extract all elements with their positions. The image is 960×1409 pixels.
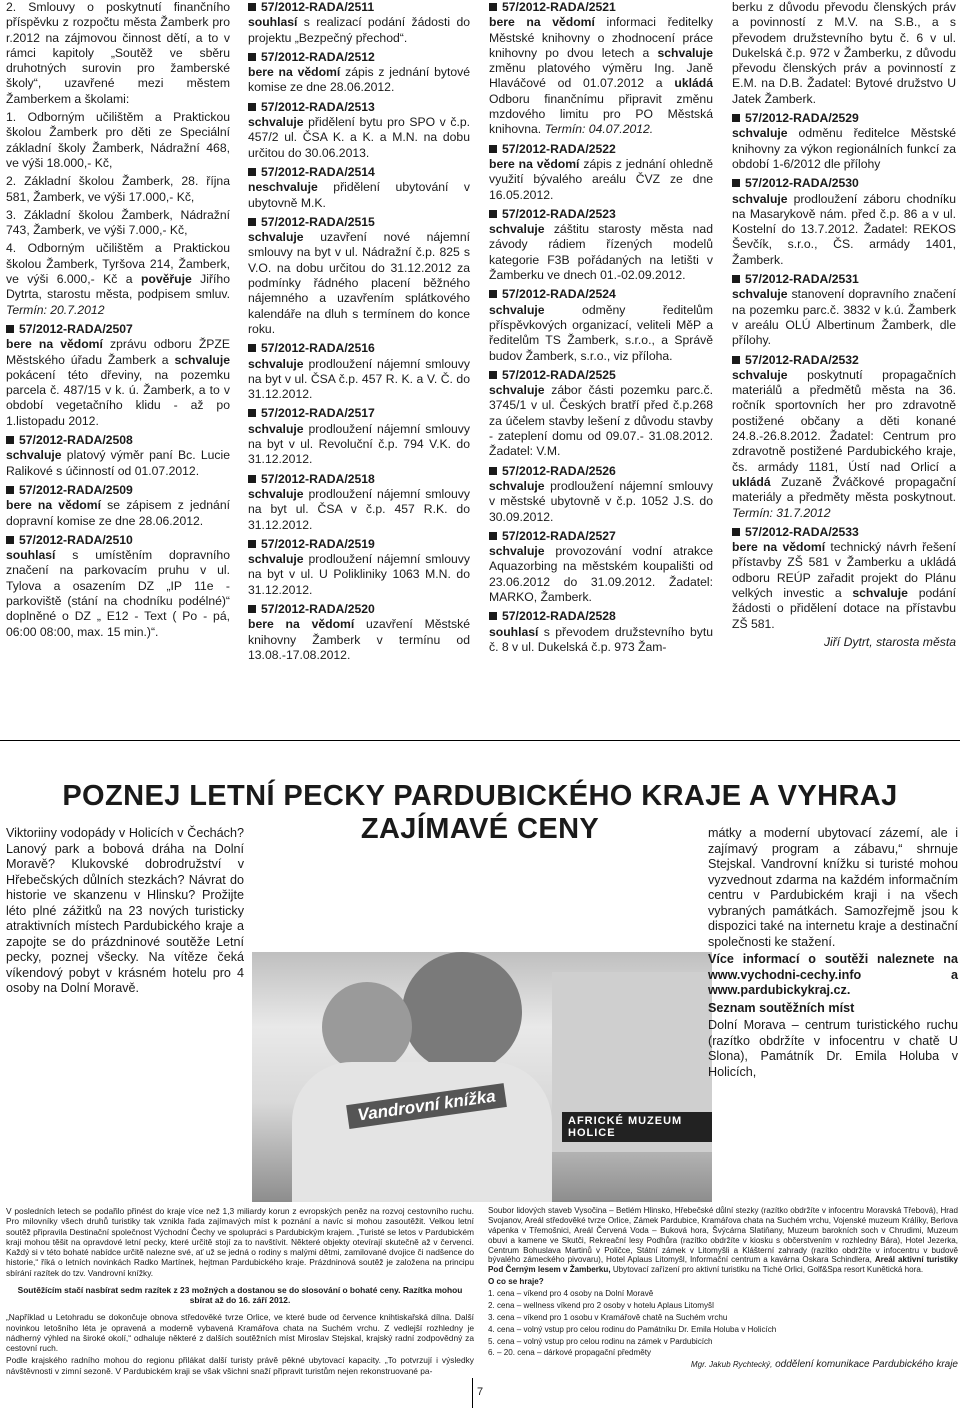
bullet-square-icon	[6, 325, 14, 333]
column-2	[248, 0, 470, 666]
article-title: POZNEJ LETNÍ PECKY PARDUBICKÉHO KRAJE A VYHRAJ ZAJÍMAVÉ CENY	[62, 780, 898, 845]
resolution-heading: 57/2012-RADA/2532	[732, 353, 956, 368]
article-lower-left	[6, 1206, 474, 1378]
bullet-square-icon	[6, 436, 14, 444]
resolution-heading: 57/2012-RADA/2519	[248, 537, 470, 552]
resolution-heading: 57/2012-RADA/2507	[6, 322, 230, 337]
resolution-text: schvaluje odměny ředitelům příspěvkových organizací, veliteli MěP a ředitelům TS Žamberk, s.r.o., a Správě budov Žamberk, s.r.o., viz příloha.	[489, 302, 713, 363]
resolution-text: bere na vědomí se zápisem z jednání dopravní komise ze dne 28.06.2012.	[6, 498, 230, 528]
bullet-square-icon	[489, 210, 497, 218]
resolution-text: bere na vědomí zápis z jednání ohledně využití bývalého areálu ČVZ ze dne 16.05.2012.	[489, 156, 713, 202]
bullet-square-icon	[248, 218, 256, 226]
resolution-text: schvaluje uzavření nové nájemní smlouvy na byt v ul. Nádražní č.p. 825 s V.O. na dobu určitou do 31.12.2012 za podmínky řádného placení běžného nájemného a uzavřením splátkového kalendáře na dluh s termínem do konce roku.	[248, 230, 470, 336]
resolution-text: bere na vědomí uzavření Městské knihovny Žamberk v termínu od 13.08.-17.08.2012.	[248, 617, 470, 662]
bullet-square-icon	[248, 344, 256, 352]
photo-badge: Vandrovní knížka	[346, 1083, 507, 1129]
bullet-square-icon	[248, 409, 256, 417]
resolution-heading: 57/2012-RADA/2531	[732, 272, 956, 287]
resolution-heading: 57/2012-RADA/2511	[248, 0, 470, 15]
section-heading: Seznam soutěžních míst	[708, 1000, 855, 1015]
bullet-square-icon	[489, 145, 497, 153]
author: Mgr. Jakub Rychtecký, oddělení komunikace Pardubického kraje	[690, 1359, 958, 1371]
prize-item: 1. cena – víkend pro 4 osoby na Dolní Moravě	[488, 1289, 654, 1298]
paragraph: „Například u Letohradu se dokončuje obnova středověké tvrze Orlice, ve které bude od července knihtiskařská dílna. Další novinkou letošního léta je opravená a moderně vybavená Kramářova chata na Suchém vrchu. Z vedlejší rozhledny je nádherný výhled na široké okolí,“ odhaluje některé z dalších soutěžních míst Miroslav Stejskal, krajský radní zodpovědný za cestovní ruch.	[6, 1312, 474, 1353]
list-item: 3. Základní školou Žamberk, Nádražní 743, Žamberk, ve výši 7.000,- Kč,	[6, 207, 230, 238]
resolution-heading: 57/2012-RADA/2533	[732, 525, 956, 540]
photo-sign: AFRICKÉ MUZEUM HOLICE	[562, 1112, 712, 1142]
bullet-square-icon	[732, 114, 740, 122]
resolution-text: schvaluje prodloužení nájemní smlouvy na byt v ul. ČSA č.p. 457 R. K. a V. Č. do 31.12.2012.	[248, 356, 470, 402]
paragraph: Soubor lidových staveb Vysočina – Betlém Hlinsko, Hřebečské důlní stezky (razítko obdržíte v infocentru Moravská Třebová), Hrad Svojanov, Areál středověké tvrze Orlice, Zámek Pardubice, Kramářova chata na Suchém vrchu, Vojenské muzeum Králíky, Berlova vápenka v Třemošnici, Areál Červená Voda – Buková hora, Švýcárna Slatiňany, Muzeum barokních soch v Chrudimi, Muzeum obuvi a kamene ve Skutči, Rekreační lesy Podhůra (razítko obdržíte v kiosku s občerstvením v rozhledny Bára), Hotel Jezerka, Centrum Bohuslava Martinů v Poličce, Státní zámek v Litomyšli a Klášterní zahrady (razítko obdržíte v infocentru v budově bývalého zámeckého pivovaru), Hotel Aplaus Litomyšl, Informační centrum a kavárna Oskara Schindlera, Areál aktivní turistiky Pod Černým lesem v Žamberku, Ubytovací zařízení pro aktivní turistiku na Tiché Orlici, Golf&Spa resort Kunětická hora.	[488, 1206, 959, 1275]
resolution-heading: 57/2012-RADA/2518	[248, 472, 470, 487]
bullet-square-icon	[248, 540, 256, 548]
resolution-heading: 57/2012-RADA/2520	[248, 602, 470, 617]
resolution-heading: 57/2012-RADA/2508	[6, 433, 230, 448]
resolution-text: bere na vědomí technický návrh řešení přístavby ZŠ 581 v Žamberku a ukládá odboru REÚP zařadit projekt do Plánu velkých investic a schvaluje podání žádosti o přidělení dotace na přístavbu ZŠ 581.	[732, 540, 956, 631]
bullet-square-icon	[732, 275, 740, 283]
resolution-text: souhlasí s umístěním dopravního značení na parkovacím pruhu v ul. Tylova a osazením DZ „IP 11e - parkoviště (stání na chodníku podélné)“ doplněné o DZ „ E12 - Text ( Po - pá, 06:00 08:00, max. 15 min.)“.	[6, 548, 230, 639]
resolution-text: schvaluje prodloužení nájemní smlouvy na byt ul. ČSA v č.p. 457 R.K. do 31.12.2012.	[248, 486, 470, 532]
resolution-heading: 57/2012-RADA/2525	[489, 368, 713, 383]
bullet-square-icon	[489, 532, 497, 540]
resolution-heading: 57/2012-RADA/2517	[248, 406, 470, 421]
bullet-square-icon	[6, 486, 14, 494]
section-heading: O co se hraje?	[488, 1277, 544, 1287]
bullet-square-icon	[248, 605, 256, 613]
signature: Jiří Dytrt, starosta města	[823, 634, 956, 649]
keyword: pověřuje	[140, 272, 192, 287]
column-4	[732, 0, 956, 653]
resolution-text: bere na vědomí zprávu odboru ŽPZE Městského úřadu Žamberk a schvaluje pokácení této dřeviny, na pozemku parcela č. 487/15 v k. ú. Žamberk, a to v období vegetačního klidu - až po 1.listopadu 2012.	[6, 337, 230, 428]
resolution-text: schvaluje prodloužení nájemní smlouvy na byt v ul. Revoluční č.p. 794 V.K. do 31.12.2012.	[248, 421, 470, 467]
article-lower-right	[488, 1206, 958, 1372]
resolution-text: schvaluje záštitu starosty města nad závody rádiem řízených modelů kategorie F3B pořádaných na letišti v Žamberku ve dnech 01.-02.09.2012.	[489, 222, 713, 283]
resolution-text: bere na vědomí informaci ředitelky Městské knihovny o zhodnocení práce knihovny po dvou letech a schvaluje změnu platového výměru Ing. Janě Hlaváčové od 01.07.2012 a ukládá Odboru finančnímu připravit změnu mzdového limitu pro PO Městská knihovna. Termín: 04.07.2012.	[489, 15, 713, 137]
photo-figure	[292, 1062, 552, 1202]
prize-item: 6. – 20. cena – dárkové propagační předměty	[488, 1348, 652, 1358]
resolution-heading: 57/2012-RADA/2523	[489, 207, 713, 222]
bullet-square-icon	[248, 168, 256, 176]
resolution-text: schvaluje přidělení bytu pro SPO v č.p. 457/2 ul. ČSA K. a K. a M.N. na dobu určitou do 30.06.2013.	[248, 115, 470, 160]
section-divider	[0, 740, 960, 741]
paragraph: V posledních letech se podařilo přinést do kraje více než 1,3 miliardy korun z evropských peněz na rozvoj cestovního ruchu. Pro milovníky všech druhů turistiky tak vznikla řada zajímavých míst k poznání a navíc si mohou zasoutěžit. Velkou letní soutěž připravila Destinační společnost Východní Čechy ve spolupráci s Pardubickým krajem. „Turisté se letos v Pardubickém kraji mohou těšit na opravdové letní pecky, které určitě stojí za to navštívit. Některé objekty otevírají skutečně až v červenci. Každý si v této bohaté nabídce určitě nalezne své, ať už se jedná o rodiny s malými dětmi, zamilované dvojice či nadšence do historie,“ říká o letních novinkách Radko Martínek, hejtman Pardubického kraje. Prázdninová soutěž je založena na principu sbírání razítek do tzv. Vandrovní knížky.	[6, 1206, 474, 1278]
article-left-column	[6, 826, 244, 999]
resolution-text: schvaluje poskytnutí propagačních materiálů a předmětů města na 36. ročník sportovních her pro zdravotně postižené občany a děti konané 24.8.-26.8.2012. Žadatel: Centrum pro zdravotně postižené Pardubického kraje, čs. armády 1181, Ústí nad Orlicí a ukládá Zuzaně Žváčkové propagační materiály a předměty města poskytnout. Termín: 31.7.2012	[732, 367, 956, 520]
resolution-heading: 57/2012-RADA/2522	[489, 142, 713, 157]
resolution-heading: 57/2012-RADA/2509	[6, 483, 230, 498]
photo-figure	[322, 982, 412, 1072]
list-item	[6, 241, 230, 317]
resolution-heading: 57/2012-RADA/2527	[489, 529, 713, 544]
resolution-heading: 57/2012-RADA/2529	[732, 111, 956, 126]
resolution-text: schvaluje platový výměr paní Bc. Lucie Ralikové s účinností od 01.07.2012.	[6, 448, 230, 478]
resolution-heading: 57/2012-RADA/2526	[489, 464, 713, 479]
resolution-heading: 57/2012-RADA/2512	[248, 50, 470, 65]
paragraph: 2. Smlouvy o poskytnutí finančního příspěvku z rozpočtu města Žamberk pro r.2012 na zájmovou činnost dětí, a to v rámci kapitoly „Soutěž ve sběru druhotných surovin pro žamberské školy“, uzavřené mezi městem Žamberkem a školami:	[6, 0, 230, 106]
bullet-square-icon	[489, 3, 497, 11]
text: 4. Odborným učilištěm a Praktickou školou Žamberk, Tyršova 214, Žamberk, ve výši 6.000,- Kč a	[6, 241, 230, 287]
resolution-text: schvaluje zábor části pozemku parc.č. 3745/1 v ul. Českých bratří před č.p.268 za účelem stavby lešení z důvodu stavby - zateplení domu od 09.07.- 31.08.2012. Žadatel: V.M.	[489, 383, 713, 459]
bullet-square-icon	[248, 53, 256, 61]
resolution-text: souhlasí s převodem družstevního bytu č. 8 v ul. Dukelská č.p. 973 Žam-	[489, 624, 713, 654]
bullet-square-icon	[248, 475, 256, 483]
list-item: 1. Odborným učilištěm a Praktickou školou Žamberk pro děti ze Speciální základní školy Žamberk, Nádražní 468, ve výši 18.000,- Kč,	[6, 110, 230, 170]
bullet-square-icon	[489, 290, 497, 298]
prize-item: 5. cena – volný vstup pro celou rodinu na zámek v Pardubicích	[488, 1336, 713, 1346]
resolution-text: neschvaluje přidělení ubytování v ubytovně M.K.	[248, 180, 470, 210]
resolution-heading: 57/2012-RADA/2516	[248, 341, 470, 356]
list-item: 2. Základní školou Žamberk, 28. října 581, Žamberk, ve výši 17.000,- Kč,	[6, 174, 230, 204]
prize-item: 2. cena – wellness víkend pro 2 osoby v hotelu Aplaus Litomyšl	[488, 1300, 714, 1310]
prize-item: 4. cena – volný vstup pro celou rodinu do Památníku Dr. Emila Holuba v Holicích	[488, 1324, 777, 1334]
resolution-heading: 57/2012-RADA/2514	[248, 165, 470, 180]
resolution-heading: 57/2012-RADA/2513	[248, 100, 470, 115]
resolution-heading: 57/2012-RADA/2528	[489, 609, 713, 624]
resolution-heading: 57/2012-RADA/2530	[732, 176, 956, 191]
resolution-heading: 57/2012-RADA/2510	[6, 533, 230, 548]
bullet-square-icon	[248, 103, 256, 111]
resolution-text: schvaluje prodloužení záboru chodníku na Masarykově nám. před č.p. 86 a v ul. Kostelní do 13.7.2012. Žadatel: REKOS Ševčík, s.r.o., ČS. armády 1401, Žamberk.	[732, 191, 956, 267]
paragraph: berku z důvodu převodu členských práv a povinností z M.V. na S.B., a s převodem družstevního bytu č. 6 v ul. Dukelská č.p. 972 v Žamberku, z důvodu převodu členských práv a povinností z E.M. na D.B. Žadatel: Bytové družstvo U Jatek Žamberk.	[732, 0, 956, 106]
deadline: Termín: 20.7.2012	[6, 302, 105, 317]
page-number: 7	[476, 1386, 484, 1398]
text: Jiřího Dytrta, starostu města, podpisem smluv.	[6, 272, 230, 302]
bullet-square-icon	[248, 3, 256, 11]
resolution-heading: 57/2012-RADA/2515	[248, 215, 470, 230]
bullet-square-icon	[6, 536, 14, 544]
article-photo	[252, 952, 712, 1202]
resolution-text: schvaluje prodloužení nájemní smlouvy v městské ubytovně v č.p. 1052 J.S. do 30.09.2012.	[489, 478, 713, 524]
resolution-heading: 57/2012-RADA/2524	[489, 287, 713, 302]
bullet-square-icon	[732, 356, 740, 364]
bullet-square-icon	[732, 179, 740, 187]
resolution-heading: 57/2012-RADA/2521	[489, 0, 713, 15]
photo-figure	[402, 952, 522, 1072]
resolution-text: bere na vědomí zápis z jednání bytové komise ze dne 28.06.2012.	[248, 65, 470, 95]
bullet-square-icon	[732, 528, 740, 536]
prize-item: 3. cena – víkend pro 1 osobu v Kramářově chatě na Suchém vrchu	[488, 1312, 728, 1322]
highlight: Soutěžícím stačí nasbírat sedm razítek z 23 možných a dostanou se do slosování o bohaté ceny. Razítka mohou sbírat až do 16. září 2012.	[17, 1284, 463, 1305]
resolution-text: souhlasí s realizací podání žádosti do projektu „Bezpečný přechod“.	[248, 15, 470, 45]
more-info: Více informací o soutěži naleznete na www.vychodni-cechy.info a www.pardubickykraj.cz.	[708, 952, 958, 997]
paragraph: Dolní Morava – centrum turistického ruchu (razítko obdržíte v infocentru v chatě U Slona), Památník Dr. Emila Holuba v Holicích,	[708, 1018, 958, 1079]
bullet-square-icon	[489, 371, 497, 379]
paragraph: Podle krajského radního mohou do regionu přilákat další turisty právě pěkné ubytovací kapacity. „To potvrzují i výsledky návštěvnosti v zimní sezoně. V Pardubickém kraji se však všichni snaží připravit turistům nejen rekonstruované pa-	[6, 1355, 474, 1376]
paragraph: Viktoriiny vodopády v Holicích v Čechách? Lanový park a bobová dráha na Dolní Moravě? Klukovské dobrodružství v Hřebečských důlních stezkách? Návrat do historie ve skanzenu v Hlinsku? Prožijte léto plné zážitků na 23 nových turisticky atraktivních místech Pardubického kraje a zapojte se do prázdninové soutěže Letní pecky, poznej všecky. Na vítěze čeká víkendový pobyt v krásném hotelu pro 4 osoby na Dolní Moravě.	[6, 826, 244, 995]
article-right-column	[708, 826, 958, 1082]
paragraph: mátky a moderní ubytovací zázemí, ale i zajímavý program a zábavu,“ shrnuje Stejskal. Vandrovní knížku si turisté mohou vyzvednout zdarma na každém informačním centru v Pardubickém kraji i na všech vybraných památkách. Samozřejmě jsou k dispozici také na internetu kraje a destinační společnosti ke stažení.	[708, 826, 958, 949]
bullet-square-icon	[489, 612, 497, 620]
resolution-text: schvaluje prodloužení nájemní smlouvy na byt v ul. U Polikliniky 1063 M.N. do 31.12.2012.	[248, 552, 470, 597]
resolution-text: schvaluje provozování vodní atrakce Aquazorbing na městském koupališti od 23.06.2012 do 31.09.2012. Žadatel: MARKO, Žamberk.	[489, 544, 713, 604]
column-3	[489, 0, 713, 658]
resolution-text: schvaluje odměnu ředitelce Městské knihovny za výkon regionálních funkcí za období 1-6/2012 dle přílohy	[732, 126, 956, 171]
bullet-square-icon	[489, 467, 497, 475]
resolution-text: schvaluje stanovení dopravního značení na pozemku parc.č. 3832 v k.ú. Žamberk v areálu OLÚ Albertinum Žamberk, dle přílohy.	[732, 287, 956, 348]
column-1	[6, 0, 230, 643]
